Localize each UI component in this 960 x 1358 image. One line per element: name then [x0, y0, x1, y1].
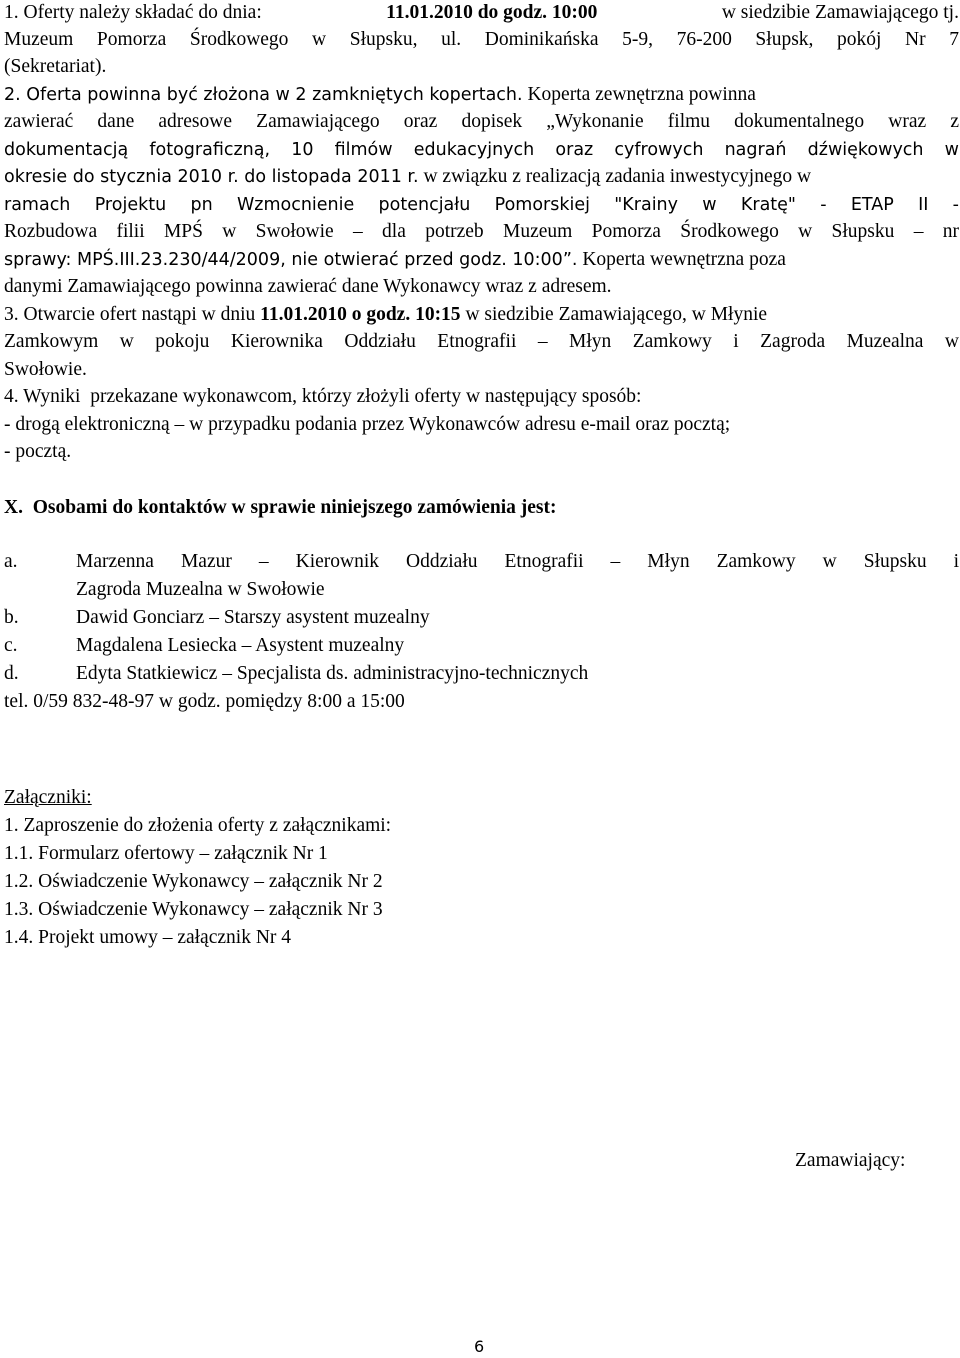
attachment-item: 1.1. Formularz ofertowy – załącznik Nr 1 [4, 843, 328, 864]
item2-line7 [4, 246, 786, 274]
item2-line3: dokumentacją fotograficzną, 10 filmów edukacyjnych oraz cyfrowych nagrań dźwiękowych w [4, 140, 959, 160]
item4-line1: 4. Wyniki przekazane wykonawcom, którzy złożyli oferty w następujący sposób: [4, 386, 642, 407]
attachments-title: Załączniki: [4, 787, 92, 808]
item2-line1 [4, 81, 756, 109]
contact-d: Edyta Statkiewicz – Specjalista ds. administracyjno-technicznych [76, 663, 589, 684]
item2-text: w związku z realizacją zadania inwestycyjnego w [418, 166, 812, 187]
item1-line3: (Sekretariat). [4, 56, 107, 77]
item1-text: w siedzibie Zamawiającego tj. [716, 2, 959, 23]
contact-phone: tel. 0/59 832-48-97 w godz. pomiędzy 8:00 a 15:00 [4, 691, 405, 712]
contact-b: Dawid Gonciarz – Starszy asystent muzealny [76, 607, 430, 628]
item2-do-not-open: 230/44/2009, nie otwierać przed godz. 10:00”. [168, 250, 578, 270]
contact-letter: d. [4, 663, 19, 684]
item4-line2: - drogą elektroniczną – w przypadku podania przez Wykonawców adresu e-mail oraz pocztą; [4, 414, 731, 435]
attachment-item: 1. Zaproszenie do złożenia oferty z załącznikami: [4, 815, 392, 836]
item1-deadline: 11.01.2010 do godz. 10:00 [386, 2, 598, 23]
item1-line1 [4, 0, 959, 27]
item3-date: 11.01.2010 o godz. 10:15 [260, 304, 461, 325]
item2-line8: danymi Zamawiającego powinna zawierać dane Wykonawcy wraz z adresem. [4, 276, 612, 297]
item1-line2: Muzeum Pomorza Środkowego w Słupsku, ul. Dominikańska 5-9, 76-200 Słupsk, pokój Nr 7 [4, 29, 959, 50]
item4-line3: - pocztą. [4, 441, 72, 462]
item2-line5: ramach Projektu pn Wzmocnienie potencjału Pomorskiej "Krainy w Kratę" - ETAP II - [4, 195, 959, 215]
contact-letter: a. [4, 551, 18, 572]
item3-line1 [4, 301, 767, 329]
item2-line4 [4, 163, 811, 191]
item2-case-number: sprawy: MPŚ.III.23. [4, 250, 169, 270]
contact-letter: c. [4, 635, 18, 656]
item3-text: w siedzibie Zamawiającego, w Młynie [460, 304, 768, 325]
item2-line6: Rozbudowa filii MPŚ w Swołowie – dla potrzeb Muzeum Pomorza Środkowego w Słupsku – nr [4, 221, 959, 242]
contact-c: Magdalena Lesiecka – Asystent muzealny [76, 635, 405, 656]
item2-text-sans: 2. Oferta powinna być złożona w 2 zamkniętych kopertach. [4, 85, 523, 105]
item3-line2: Zamkowym w pokoju Kierownika Oddziału Etnografii – Młyn Zamkowy i Zagroda Muzealna w [4, 331, 959, 352]
contacts-heading: X. Osobami do kontaktów w sprawie niniejszego zamówienia jest: [4, 497, 557, 518]
item2-text: Koperta zewnętrzna powinna [522, 84, 756, 105]
item2-period: okresie do stycznia 2010 r. do listopada 2011 r. [4, 167, 419, 187]
contact-a-line2: Zagroda Muzealna w Swołowie [76, 579, 325, 600]
item3-text: 3. Otwarcie ofert nastąpi w dniu [4, 304, 261, 325]
attachment-item: 1.3. Oświadczenie Wykonawcy – załącznik Nr 3 [4, 899, 383, 920]
item1-text: 1. Oferty należy składać do dnia: [4, 2, 267, 23]
attachment-item: 1.4. Projekt umowy – załącznik Nr 4 [4, 927, 292, 948]
contact-a-line1: Marzenna Mazur – Kierownik Oddziału Etnografii – Młyn Zamkowy w Słupsku i [76, 551, 959, 572]
item2-line2: zawierać dane adresowe Zamawiającego oraz dopisek „Wykonanie filmu dokumentalnego wraz z [4, 111, 959, 132]
item3-line3: Swołowie. [4, 359, 87, 380]
item2-text: Koperta wewnętrzna poza [577, 249, 786, 270]
contact-letter: b. [4, 607, 19, 628]
page-number: 6 [474, 1337, 485, 1356]
signature-label: Zamawiający: [795, 1150, 906, 1171]
attachment-item: 1.2. Oświadczenie Wykonawcy – załącznik Nr 2 [4, 871, 383, 892]
